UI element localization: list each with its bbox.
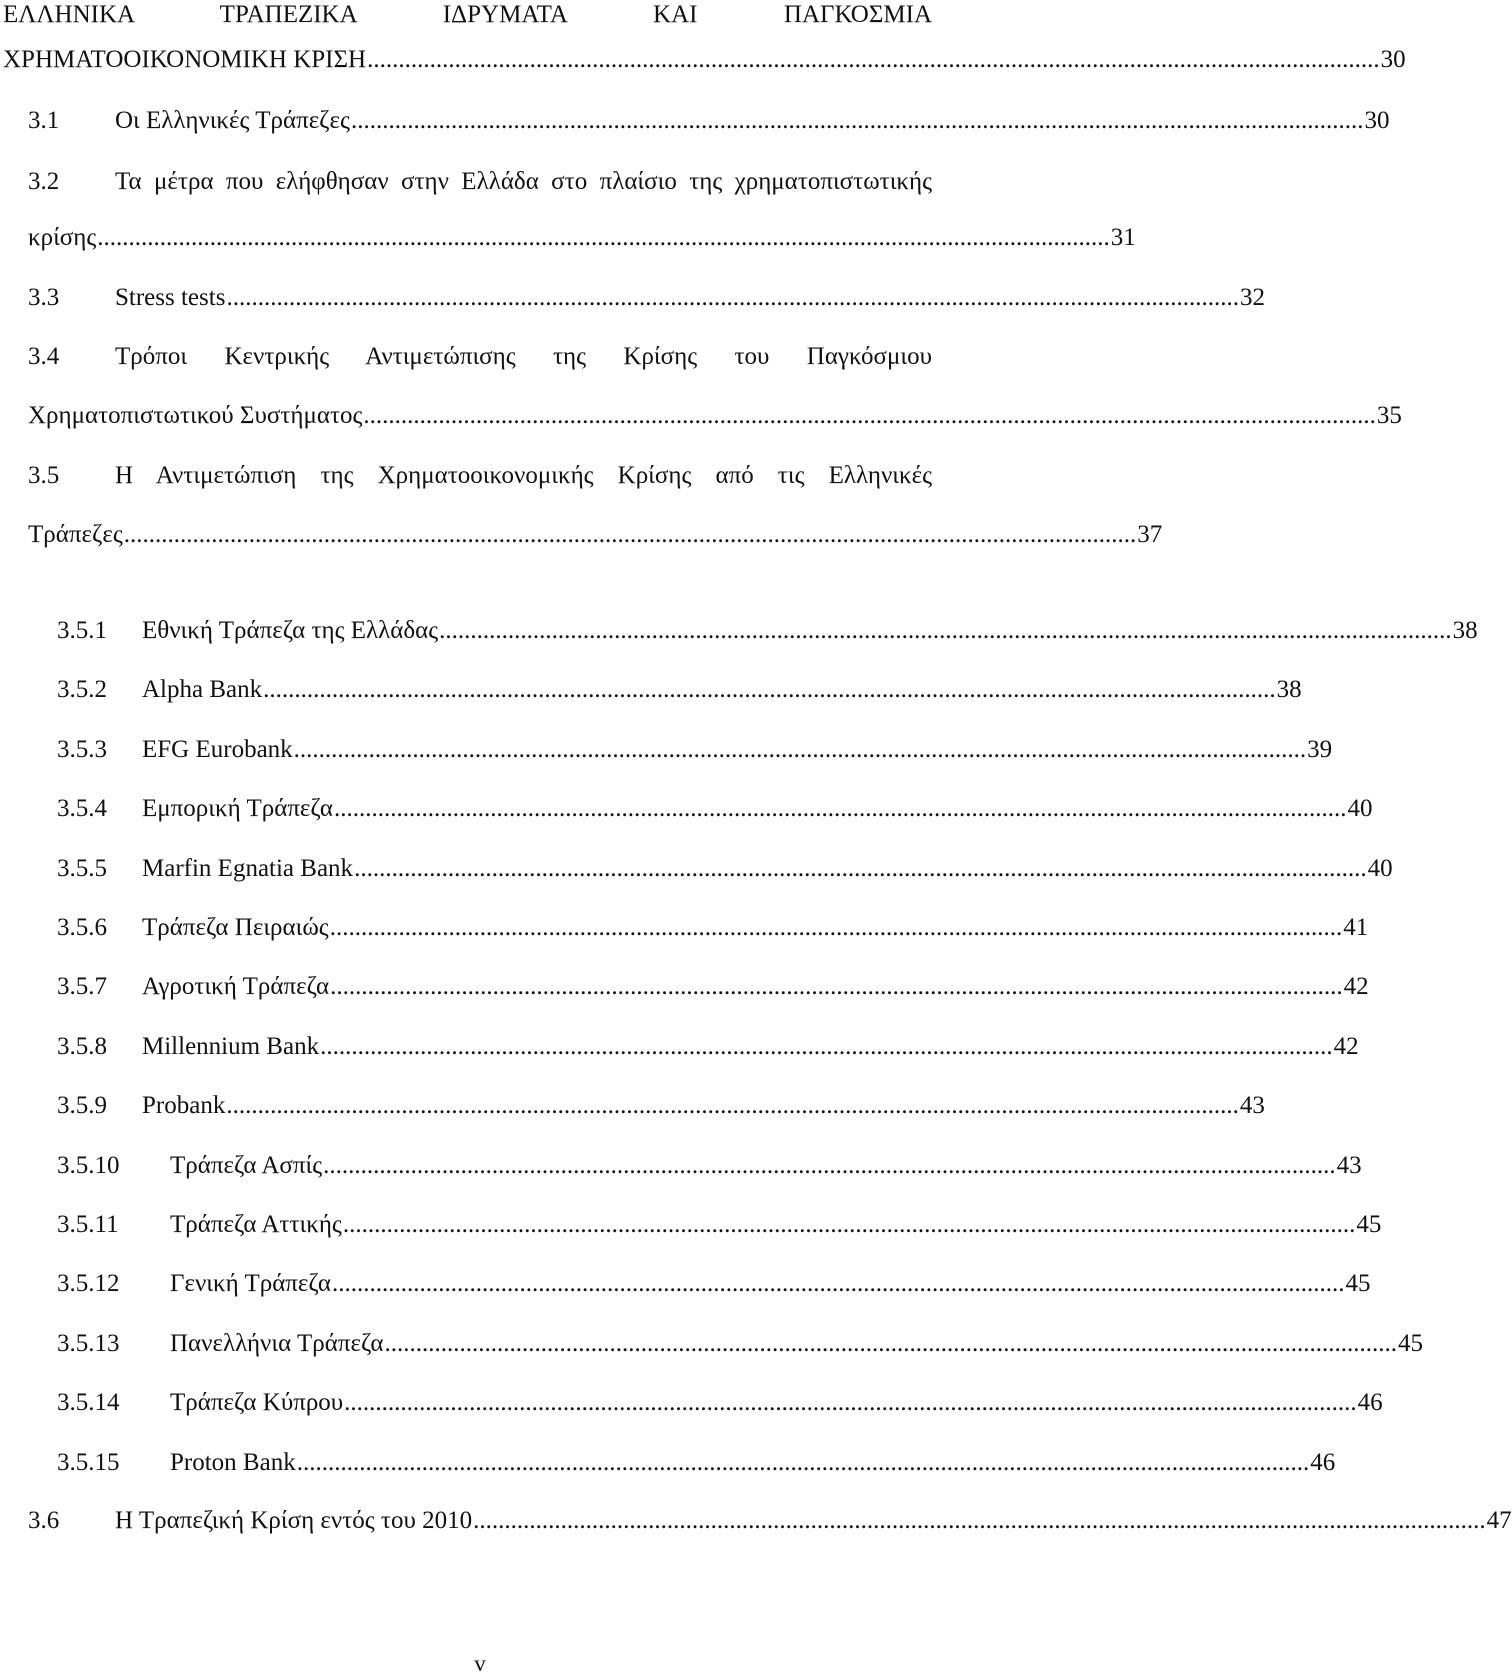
toc-entry-page: 46 [1357,1389,1383,1416]
toc-entry-title: Εμπορική Τράπεζα [142,795,333,822]
toc-entry-title: Τα μέτρα που ελήφθησαν στην Ελλάδα στο πλαίσιο της χρηματοπιστωτικής [115,168,932,195]
leader-dots: .................................................................................................................................................................. [123,521,1137,548]
leader-dots: .................................................................................................................................................................. [226,284,1239,311]
toc-entry-3-5-line2[interactable] [0,517,1163,553]
toc-entry-number: 3.5.7 [57,973,107,1000]
toc-entry-page: 31 [1110,224,1136,251]
toc-entry-number: 3.5.15 [57,1449,120,1476]
toc-entry-page: 32 [1239,284,1265,311]
toc-entry-title: Οι Ελληνικές Τράπεζες [115,107,350,134]
toc-chapter-title-line1: ΕΛΛΗΝΙΚΑ ΤΡΑΠΕΖΙΚΑ ΙΔΡΥΜΑΤΑ ΚΑΙ ΠΑΓΚΟΣΜΙΑ [3,1,932,28]
leader-dots: .................................................................................................................................................................. [293,736,1307,763]
leader-dots: .................................................................................................................................................................. [330,973,1343,1000]
toc-entry-number: 3.5.3 [57,736,107,763]
toc-entry-page: 39 [1307,736,1333,763]
toc-entry-3-6[interactable] [0,1503,1512,1539]
toc-entry-page: 40 [1347,795,1373,822]
toc-entry-number: 3.5.5 [57,855,107,882]
toc-entry-number: 3.2 [28,168,60,195]
toc-entry-number: 3.3 [28,284,60,311]
toc-entry-title: Alpha Bank [142,676,263,703]
leader-dots: .................................................................................................................................................................. [342,1211,1356,1238]
toc-entry-title: Probank [142,1092,226,1119]
toc-entry-title: Η Τραπεζική Κρίση εντός του 2010 [115,1507,473,1534]
toc-entry-page: 42 [1343,973,1369,1000]
toc-entry-3-5-1[interactable] [0,613,1478,649]
toc-entry-title: EFG Eurobank [142,736,293,763]
leader-dots: .................................................................................................................................................................. [226,1092,1239,1119]
toc-entry-page: 45 [1345,1270,1371,1297]
toc-entry-page: 41 [1343,914,1369,941]
toc-entry-title: Γενική Τράπεζα [170,1270,331,1297]
toc-entry-title: Αγροτική Τράπεζα [142,973,330,1000]
toc-entry-title: Χρηματοπιστωτικού Συστήματος [28,402,363,429]
toc-entry-number: 3.5.4 [57,795,107,822]
toc-entry-3-3[interactable] [0,280,1265,316]
toc-entry-3-5-5[interactable] [0,851,1393,887]
leader-dots: .................................................................................................................................................................. [363,402,1376,429]
toc-entry-3-2-line1[interactable] [0,164,960,200]
leader-dots: .................................................................................................................................................................. [331,1270,1345,1297]
toc-entry-title: Millennium Bank [142,1033,320,1060]
leader-dots: .................................................................................................................................................................. [367,46,1380,73]
toc-entry-page: 30 [1380,46,1406,73]
toc-entry-page: 38 [1452,617,1478,644]
leader-dots: .................................................................................................................................................................. [384,1330,1397,1357]
toc-entry-number: 3.5.6 [57,914,107,941]
toc-entry-number: 3.5.9 [57,1092,107,1119]
toc-entry-title: Marfin Egnatia Bank [142,855,354,882]
leader-dots: .................................................................................................................................................................. [97,224,1110,251]
toc-entry-title: Τράπεζες [28,521,123,548]
toc-entry-page: 35 [1376,402,1402,429]
toc-entry-3-4-line1[interactable] [0,339,960,375]
toc-entry-title: Εθνική Τράπεζα της Ελλάδας [142,617,439,644]
toc-entry-number: 3.5.10 [57,1152,120,1179]
toc-entry-3-5-line1[interactable] [0,458,960,494]
toc-entry-title: κρίσης [28,224,97,251]
toc-entry-title: Τράπεζα Αττικής [170,1211,342,1238]
leader-dots: .................................................................................................................................................................. [473,1507,1486,1534]
toc-entry-number: 3.5 [28,462,60,489]
leader-dots: .................................................................................................................................................................. [354,855,1367,882]
toc-entry-3-5-8[interactable] [0,1029,1359,1065]
toc-entry-3-5-10[interactable] [0,1148,1362,1184]
toc-entry-3-5-15[interactable] [0,1445,1336,1481]
toc-entry-number: 3.5.12 [57,1270,120,1297]
toc-entry-3-5-2[interactable] [0,672,1302,708]
toc-entry-title: Τράπεζα Πειραιώς [142,914,329,941]
toc-entry-title: ΧΡΗΜΑΤΟΟΙΚΟΝΟΜΙΚΗ ΚΡΙΣΗ [3,46,367,73]
toc-entry-page: 43 [1239,1092,1265,1119]
toc-entry-3-5-12[interactable] [0,1266,1371,1302]
leader-dots: .................................................................................................................................................................. [333,795,1347,822]
toc-entry-3-5-3[interactable] [0,732,1333,768]
toc-entry-3-1[interactable] [0,103,1390,139]
toc-entry-title: Τράπεζα Κύπρου [170,1389,344,1416]
toc-entry-3-5-9[interactable] [0,1088,1265,1124]
toc-entry-title: Τράπεζα Ασπίς [170,1152,323,1179]
toc-entry-page: 30 [1364,107,1390,134]
leader-dots: .................................................................................................................................................................. [296,1449,1310,1476]
toc-entry-page: 46 [1310,1449,1336,1476]
toc-entry-title: Τρόποι Κεντρικής Αντιμετώπισης της Κρίσης του Παγκόσμιου [115,343,932,370]
toc-entry-number: 3.5.11 [57,1211,119,1238]
toc-entry-number: 3.1 [28,107,60,134]
toc-entry-page: 37 [1137,521,1163,548]
toc-entry-title: Η Αντιμετώπιση της Χρηματοοικονομικής Κρίσης από τις Ελληνικές [115,462,932,489]
page-number: v [474,1651,486,1676]
toc-entry-page: 45 [1398,1330,1423,1357]
leader-dots: .................................................................................................................................................................. [439,617,1452,644]
toc-entry-3-2-line2[interactable] [0,220,1136,256]
toc-entry-number: 3.5.8 [57,1033,107,1060]
toc-entry-number: 3.5.13 [57,1330,120,1357]
toc-entry-3-5-7[interactable] [0,969,1369,1005]
toc-entry-3-4-line2[interactable] [0,398,1402,434]
toc-entry-page: 47 [1486,1507,1512,1534]
toc-entry-number: 3.5.14 [57,1389,120,1416]
toc-entry-title: Proton Bank [170,1449,296,1476]
toc-entry-number: 3.5.1 [57,617,107,644]
leader-dots: .................................................................................................................................................................. [344,1389,1357,1416]
leader-dots: .................................................................................................................................................................. [329,914,1343,941]
leader-dots: .................................................................................................................................................................. [323,1152,1336,1179]
toc-entry-3-5-14[interactable] [0,1385,1383,1421]
toc-entry-3-5-13[interactable] [0,1326,1423,1362]
toc-entry-page: 43 [1336,1152,1362,1179]
leader-dots: .................................................................................................................................................................. [263,676,1276,703]
toc-entry-number: 3.5.2 [57,676,107,703]
toc-entry-title: Stress tests [115,284,226,311]
toc-entry-page: 45 [1356,1211,1382,1238]
toc-entry-3-5-11[interactable] [0,1207,1382,1243]
toc-entry-page: 42 [1333,1033,1359,1060]
toc-entry-page: 40 [1367,855,1393,882]
toc-entry-page: 38 [1276,676,1302,703]
leader-dots: .................................................................................................................................................................. [350,107,1364,134]
toc-entry-3-5-6[interactable] [0,910,1369,946]
toc-entry-number: 3.4 [28,343,60,370]
toc-entry-chapter3[interactable] [0,42,1406,78]
toc-entry-3-5-4[interactable] [0,791,1373,827]
toc-entry-title: Πανελλήνια Τράπεζα [170,1330,384,1357]
leader-dots: .................................................................................................................................................................. [320,1033,1333,1060]
toc-entry-number: 3.6 [28,1507,60,1534]
